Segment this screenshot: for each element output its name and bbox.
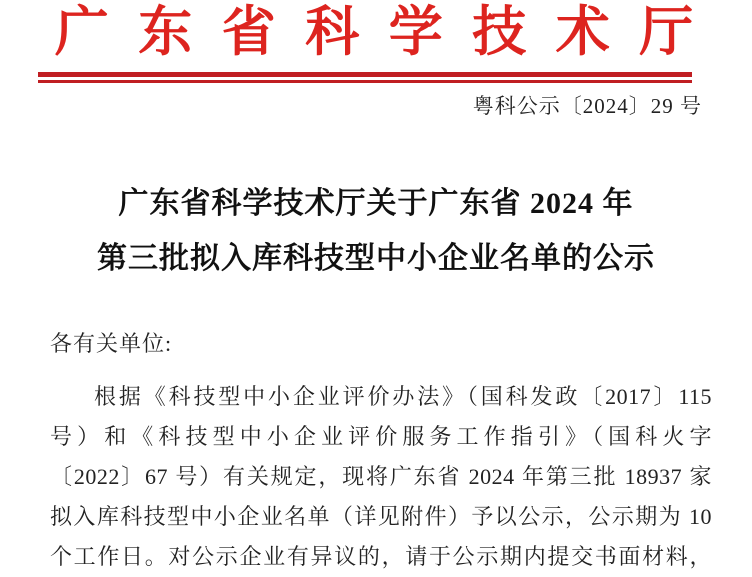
salutation: 各有关单位: [50,331,173,356]
paragraph-line-5: 个工作日。对公示企业有异议的，请于公示期内提交书面材料， [50,544,712,569]
paragraph-line-3: 〔2022〕67 号）有关规定，现将广东省 2024 年第三批 18937 家 [50,464,712,489]
paragraph-line-2: 号）和《科技型中小企业评价服务工作指引》（国科火字 [50,424,712,449]
notice-title-line1: 广东省科学技术厅关于广东省 2024 年 [118,187,634,220]
document-number: 粤科公示〔2024〕29 号 [472,94,702,118]
body-paragraph [50,377,712,577]
notice-title [0,176,752,286]
paragraph-line-1: 根据《科技型中小企业评价办法》（国科发政〔2017〕115 [94,384,712,409]
agency-masthead: 广 东 省 科 学 技 术 厅 [54,2,698,62]
paragraph-line-4: 拟入库科技型中小企业名单（详见附件）予以公示，公示期为 10 [50,504,712,529]
masthead-double-rule [38,72,692,83]
notice-title-line2: 第三批拟入库科技型中小企业名单的公示 [97,242,655,275]
